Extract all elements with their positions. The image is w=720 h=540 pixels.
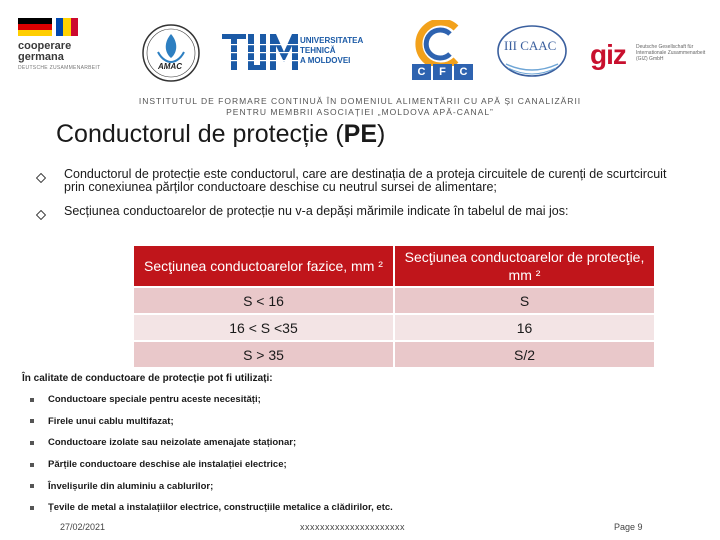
table-cell: 16 < S <35 — [134, 315, 393, 340]
conductor-types-list — [30, 389, 700, 519]
table-row — [134, 288, 654, 313]
institution-line-1: INSTITUTUL DE FORMARE CONTINUĂ ÎN DOMENIUL ALIMENTĂRII CU APĂ ȘI CANALIZĂRII — [138, 96, 582, 106]
list-item — [30, 432, 700, 454]
square-bullet-icon — [30, 398, 34, 402]
cfc-letter: F — [433, 64, 452, 80]
utm-logo — [222, 30, 392, 75]
iiicaac-text: III CAAC — [504, 38, 557, 53]
table-row — [134, 315, 654, 340]
cfc-emblem-icon — [406, 20, 478, 66]
giz-wordmark: giz — [590, 39, 626, 70]
square-bullet-icon — [30, 506, 34, 510]
conductor-section-table — [132, 244, 656, 369]
footer-placeholder-text: xxxxxxxxxxxxxxxxxxxxx — [300, 522, 405, 532]
table-header-cell: Secţiunea conductoarelor fazice, mm ² — [134, 246, 393, 286]
list-item-text: Învelișurile din aluminiu a cablurilor; — [48, 480, 214, 492]
footer-date: 27/02/2021 — [60, 522, 106, 532]
square-bullet-icon — [30, 484, 34, 488]
bullet-text: Conductorul de protecție este conductorul, care are destinația de a proteja circuitele de curenți de scurtcircuit prin conexiunea părților conductoare deschise cu neutrul sursei de alimentare; — [64, 167, 667, 194]
title-abbreviation: PE — [343, 120, 378, 148]
german-flag-icon — [18, 18, 52, 36]
title-text: Conductorul de protecție ( — [56, 120, 344, 148]
page-title — [56, 120, 385, 149]
giz-logo — [590, 40, 710, 76]
cfc-letter: C — [412, 64, 431, 80]
bullet-text: Secțiunea conductoarelor de protecție nu v-a depăși mărimile indicate în tabelul de mai jos: — [64, 204, 569, 218]
utm-emblem-icon — [222, 30, 298, 74]
bullet-list — [36, 168, 686, 236]
table-row — [134, 342, 654, 367]
moldovan-flag-icon — [56, 18, 78, 36]
list-item-text: Firele unui cablu multifazat; — [48, 415, 174, 427]
list-item — [30, 411, 700, 433]
table-cell: 16 — [395, 315, 654, 340]
institution-line-2: PENTRU MEMBRII ASOCIAȚIEI „MOLDOVA APĂ-CANAL” — [226, 107, 494, 117]
table-cell: S < 16 — [134, 288, 393, 313]
list-item-text: Țevile de metal a instalațiilor electrice, construcțiile metalice a clădirilor, etc. — [48, 502, 393, 514]
square-bullet-icon — [30, 419, 34, 423]
page-number: Page 9 — [614, 522, 643, 532]
amac-emblem-icon — [140, 22, 202, 84]
institution-header — [0, 96, 720, 118]
square-bullet-icon — [30, 463, 34, 467]
list-item-text: Conductoare izolate sau neizolate amenajate staționar; — [48, 437, 297, 449]
table-cell: S — [395, 288, 654, 313]
giz-subtitle: Deutsche Gesellschaft für Internationale Zusammenarbeit (GIZ) GmbH — [636, 44, 706, 62]
table-header-cell: Secţiunea conductoarelor de protecţie, mm ² — [395, 246, 654, 286]
iiicaac-logo — [496, 24, 568, 78]
amac-text: AMAC — [158, 62, 182, 71]
cfc-logo — [406, 20, 478, 82]
cooperare-subtitle: DEUTSCHE ZUSAMMENARBEIT — [18, 65, 101, 71]
list-intro: În calitate de conductoare de protecție pot fi utilizați: — [22, 373, 273, 384]
amac-logo — [140, 22, 202, 84]
list-item — [30, 475, 700, 497]
bullet-item — [36, 205, 686, 225]
logo-strip — [0, 0, 720, 92]
list-item — [30, 389, 700, 411]
cfc-letter: C — [454, 64, 473, 80]
list-item — [30, 454, 700, 476]
table-header-row — [134, 246, 654, 286]
utm-text: UNIVERSITATEA TEHNICĂ A MOLDOVEI — [300, 36, 363, 65]
diamond-bullet-icon — [36, 168, 64, 188]
diamond-bullet-icon — [36, 205, 64, 225]
square-bullet-icon — [30, 441, 34, 445]
table-cell: S/2 — [395, 342, 654, 367]
slide-footer — [0, 518, 720, 538]
cooperare-germana-logo — [18, 18, 108, 78]
list-item-text: Conductoare speciale pentru aceste necesități; — [48, 394, 261, 406]
cooperare-germana-text: cooperare germana — [18, 40, 72, 63]
list-item-text: Părțile conductoare deschise ale instalației electrice; — [48, 459, 287, 471]
table-cell: S > 35 — [134, 342, 393, 367]
bullet-item — [36, 168, 686, 194]
title-end: ) — [377, 120, 386, 148]
list-item — [30, 497, 700, 519]
